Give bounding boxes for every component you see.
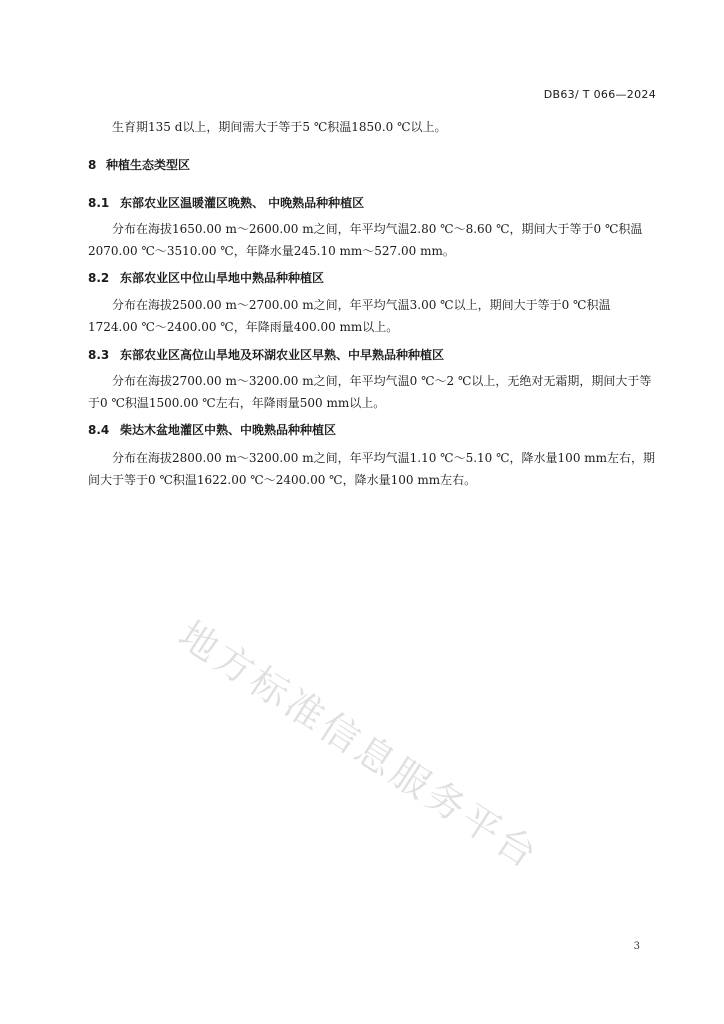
- subsection-8-3-heading: [88, 346, 444, 363]
- subsection-8-3-body: 分布在海拔2700.00 m～3200.00 m之间，年平均气温0 ℃～2 ℃以上，无绝对无霜期，期间大于等于0 ℃积温1500.00 ℃左右，年降雨量500 mm以上。: [88, 374, 652, 410]
- intro-paragraph: 生育期135 d以上，期间需大于等于5 ℃积温1850.0 ℃以上。: [112, 120, 447, 134]
- subsection-8-1-heading: [88, 194, 364, 211]
- subsection-number: 8.2: [88, 271, 110, 285]
- watermark: 地方标准信息服务平台: [171, 612, 548, 879]
- subsection-8-2-body: 分布在海拔2500.00 m～2700.00 m之间，年平均气温3.00 ℃以上，期间大于等于0 ℃积温1724.00 ℃～2400.00 ℃，年降雨量400.00 mm以上。: [88, 298, 611, 334]
- subsection-8-4-body: 分布在海拔2800.00 m～3200.00 m之间，年平均气温1.10 ℃～5.10 ℃，降水量100 mm左右，期间大于等于0 ℃积温1622.00 ℃～2400.00 ℃，降水量100 mm左右。: [88, 451, 656, 487]
- subsection-8-4-heading: [88, 421, 336, 438]
- document-code: DB63/ T 066—2024: [543, 88, 656, 101]
- subsection-title: 东部农业区温暖灌区晚熟、 中晚熟品种种植区: [120, 196, 365, 210]
- subsection-title: 东部农业区高位山旱地及环湖农业区早熟、中早熟品种种植区: [120, 348, 445, 362]
- subsection-number: 8.1: [88, 196, 110, 210]
- section-title: 种植生态类型区: [106, 158, 191, 172]
- subsection-number: 8.3: [88, 348, 110, 362]
- section-number: 8: [88, 158, 97, 172]
- subsection-8-1-body: 分布在海拔1650.00 m～2600.00 m之间，年平均气温2.80 ℃～8.60 ℃，期间大于等于0 ℃积温2070.00 ℃～3510.00 ℃，年降水量245.10 mm～527.00 mm。: [88, 222, 643, 258]
- subsection-title: 东部农业区中位山旱地中熟品种种植区: [120, 271, 325, 285]
- page-number: 3: [633, 941, 640, 952]
- subsection-title: 柴达木盆地灌区中熟、中晚熟品种种植区: [120, 423, 337, 437]
- subsection-number: 8.4: [88, 423, 110, 437]
- subsection-8-2-heading: [88, 269, 324, 286]
- section-8-heading: [88, 156, 190, 173]
